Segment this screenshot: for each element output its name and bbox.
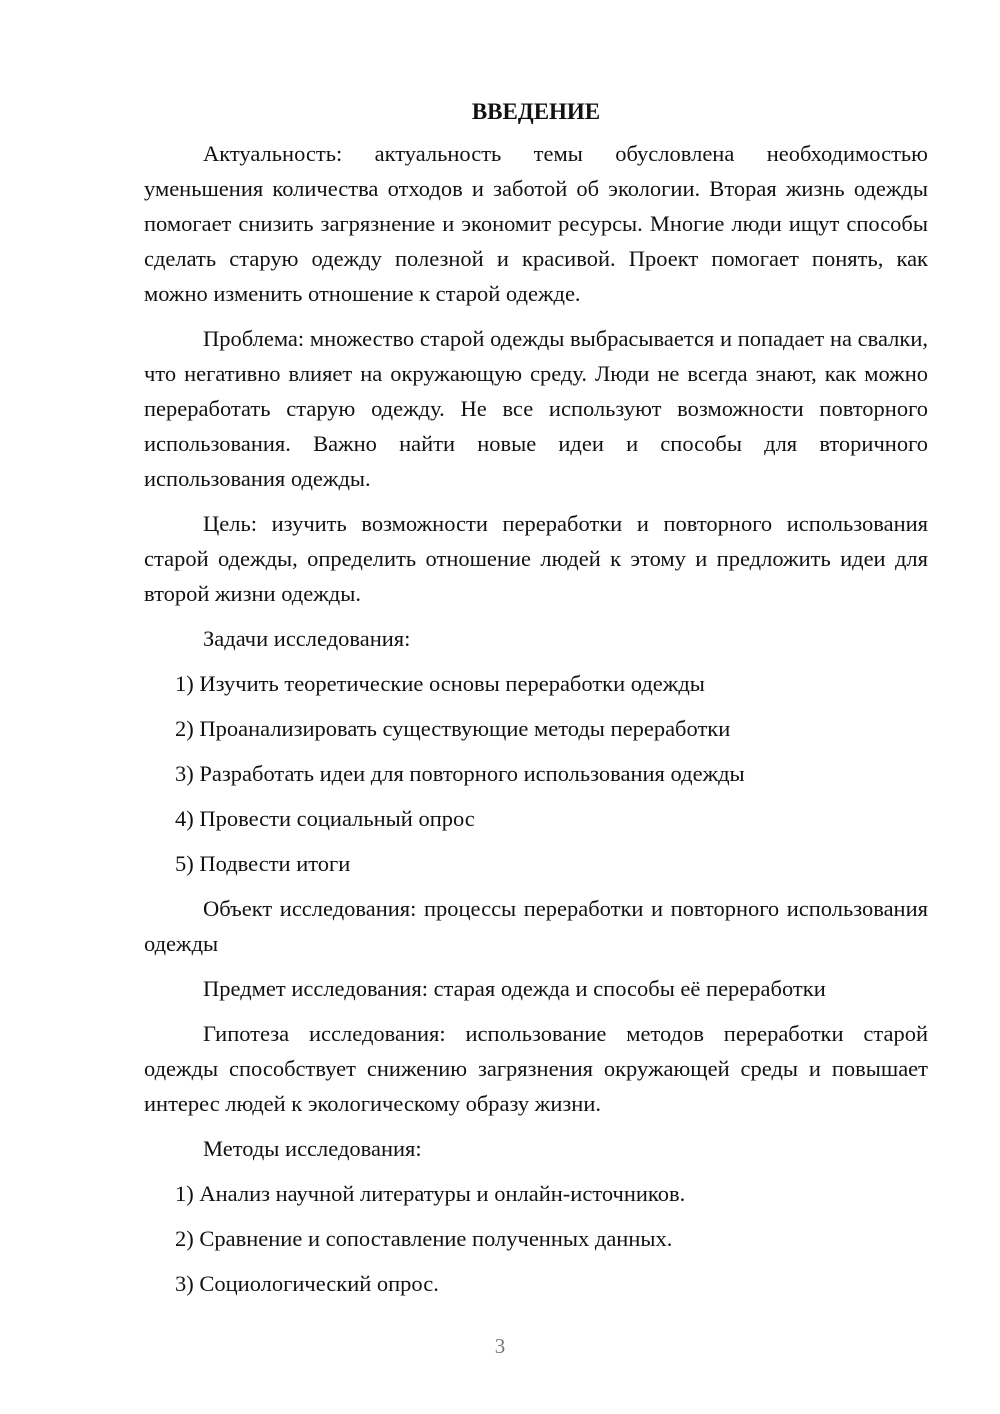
method-item: 1) Анализ научной литературы и онлайн-источников. bbox=[175, 1181, 686, 1206]
subject-paragraph: Предмет исследования: старая одежда и способы её переработки bbox=[203, 976, 826, 1001]
task-item: 2) Проанализировать существующие методы переработки bbox=[175, 716, 731, 741]
document-page bbox=[144, 96, 928, 1311]
problem-paragraph: Проблема: множество старой одежды выбрасывается и попадает на свалки, что негативно влияет на окружающую среду. Люди не всегда знают, как можно переработать старую одежду. Не все используют возможности повторного использования. Важно найти новые идеи и способы для вторичного использования одежды. bbox=[144, 326, 928, 491]
method-item: 3) Социологический опрос. bbox=[175, 1271, 439, 1296]
goal-paragraph: Цель: изучить возможности переработки и повторного использования старой одежды, определить отношение людей к этому и предложить идеи для второй жизни одежды. bbox=[144, 511, 928, 606]
page-number: 3 bbox=[494, 1334, 506, 1358]
relevance-paragraph: Актуальность: актуальность темы обусловлена необходимостью уменьшения количества отходов и заботой об экологии. Вторая жизнь одежды помогает снизить загрязнение и экономит ресурсы. Многие люди ищут способы сделать старую одежду полезной и красивой. Проект помогает понять, как можно изменить отношение к старой одежде. bbox=[144, 141, 928, 306]
hypothesis-paragraph: Гипотеза исследования: использование методов переработки старой одежды способствует снижению загрязнения окружающей среды и повышает интерес людей к экологическому образу жизни. bbox=[144, 1021, 928, 1116]
task-item: 1) Изучить теоретические основы переработки одежды bbox=[175, 671, 705, 696]
tasks-heading: Задачи исследования: bbox=[203, 626, 411, 651]
tasks-list bbox=[144, 666, 928, 881]
object-paragraph: Объект исследования: процессы переработки и повторного использования одежды bbox=[144, 896, 928, 956]
task-item: 4) Провести социальный опрос bbox=[175, 806, 475, 831]
task-item: 5) Подвести итоги bbox=[175, 851, 351, 876]
page-title: ВВЕДЕНИЕ bbox=[471, 99, 601, 124]
method-item: 2) Сравнение и сопоставление полученных данных. bbox=[175, 1226, 673, 1251]
methods-heading: Методы исследования: bbox=[203, 1136, 422, 1161]
task-item: 3) Разработать идеи для повторного использования одежды bbox=[175, 761, 745, 786]
methods-list bbox=[144, 1176, 928, 1301]
